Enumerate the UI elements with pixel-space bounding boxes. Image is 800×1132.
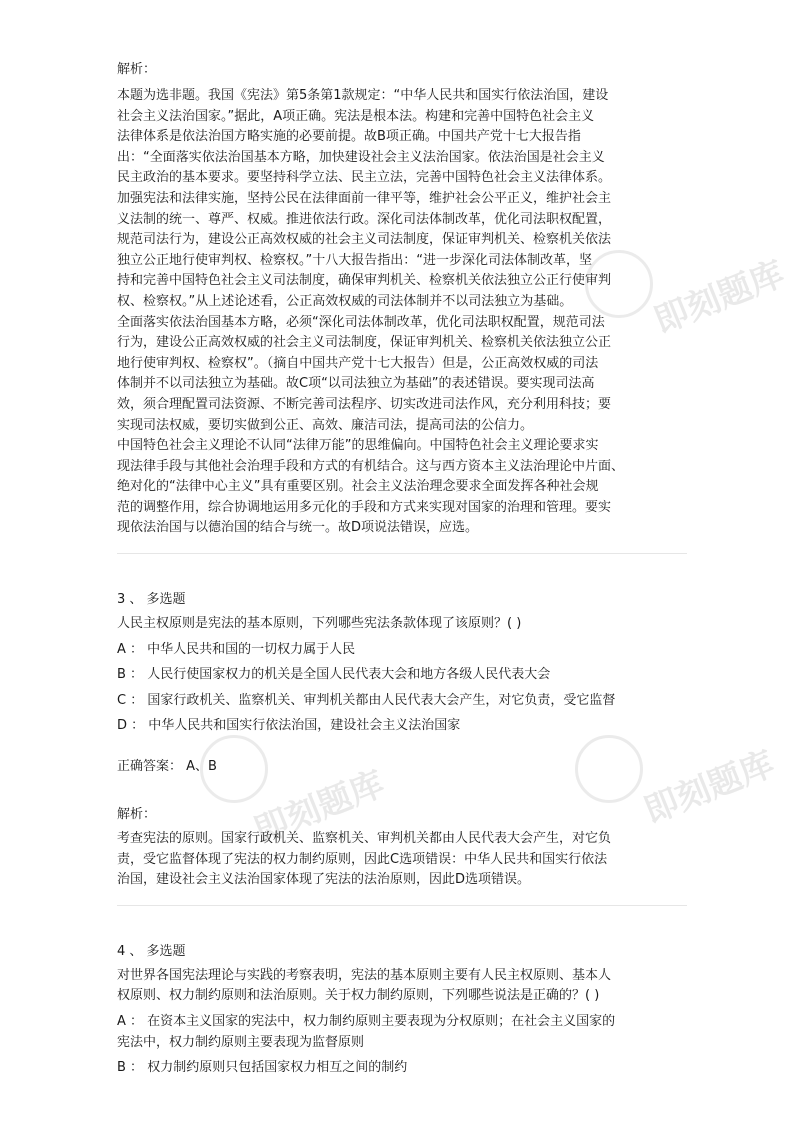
text-line: 权原则、权力制约原则和法治原则。关于权力制约原则，下列哪些说法是正确的？( ): [117, 988, 600, 1004]
text-line: 规范司法行为，建设公正高效权威的社会主义司法制度，保证审判机关、检察机关依法: [117, 232, 612, 248]
text-line: 法律体系是依法治国方略实施的必要前提。故B项正确。中国共产党十七大报告指: [117, 129, 581, 145]
text-line: 实现司法权威，要切实做到公正、高效、廉洁司法，提高司法的公信力。: [117, 417, 534, 433]
text-line: 全面落实依法治国基本方略，必须“深化司法体制改革，优化司法职权配置，规范司法: [117, 314, 605, 330]
text-line: 现法律手段与其他社会治理手段和方式的有机结合。这与西方资本主义法治理论中片面、: [117, 458, 625, 474]
text-line: 效，须合理配置司法资源、不断完善司法程序、切实改进司法作风，充分利用科技；要: [117, 396, 612, 412]
watermark-text: 即刻题库: [248, 763, 390, 852]
correct-answer: 正确答案： A、B: [117, 759, 217, 775]
analysis-label: 解析：: [117, 62, 157, 77]
question-stem: [117, 966, 687, 1007]
option-b: B ： 人民行使国家权力的机关是全国人民代表大会和地方各级人民代表大会: [117, 667, 551, 683]
text-line: 社会主义法治国家。”据此，A项正确。宪法是根本法。构建和完善中国特色社会主义: [117, 108, 595, 124]
section-divider: [117, 905, 687, 906]
text-line: 现依法治国与以德治国的结合与统一。故D项说法错误，应选。: [117, 520, 479, 536]
question-stem: 人民主权原则是宪法的基本原则，下列哪些宪法条款体现了该原则？( ): [117, 616, 522, 632]
analysis-label: 解析：: [117, 807, 157, 823]
question-type: 多选题: [146, 592, 186, 608]
option-a: A ： 在资本主义国家的宪法中，权力制约原则主要表现为分权原则；在社会主义国家的 宪法中，权力制约原则主要表现为监督原则: [117, 1014, 616, 1050]
text-line: 责，受它监督体现了宪法的权力制约原则，因此C选项错误：中华人民共和国实行依法: [117, 851, 608, 867]
option-a: A ： 中华人民共和国的一切权力属于人民: [117, 641, 356, 657]
text-line: 义法制的统一、尊严、权威。推进依法行政。深化司法体制改革，优化司法职权配置，: [117, 211, 612, 227]
question-number: 4: [117, 943, 126, 959]
document-page: [117, 60, 687, 1079]
text-line: 本题为选非题。我国《宪法》第5条第1款规定：“中华人民共和国实行依法治国，建设: [117, 88, 609, 103]
answer-value: A、B: [186, 759, 217, 775]
text-line: 中国特色社会主义理论不认同“法律万能”的思维偏向。中国特色社会主义理论要求实: [117, 438, 599, 454]
text-line: 对世界各国宪法理论与实践的考察表明，宪法的基本原则主要有人民主权原则、基本人: [117, 967, 612, 983]
text-line: 权、检察权。”从上述论述看，公正高效权威的司法体制并不以司法独立为基础。: [117, 293, 573, 309]
text-line: 行为，建设公正高效权威的社会主义司法制度，保证审判机关、检察机关依法独立公正: [117, 335, 612, 351]
question-header: 4 、 多选题: [117, 943, 186, 959]
text-line: 体制并不以司法独立为基础。故C项“以司法独立为基础”的表述错误。要实现司法高: [117, 376, 595, 392]
text-line: 持和完善中国特色社会主义司法制度，确保审判机关、检察机关依法独立公正行使审判: [117, 273, 612, 289]
text-line: 加强宪法和法律实施，坚持公民在法律面前一律平等，维护社会公平正义，维护社会主: [117, 190, 612, 206]
text-line: 绝对化的“法律中心主义”具有重要区别。社会主义法治理念要求全面发挥各种社会规: [117, 479, 599, 495]
text-line: 独立公正地行使审判权、检察权。”十八大报告指出：“进一步深化司法体制改革，坚: [117, 252, 592, 268]
question-type: 多选题: [146, 943, 186, 959]
text-line: 民主政治的基本要求。要坚持科学立法、民主立法，完善中国特色社会主义法律体系。: [117, 170, 612, 186]
text-line: 治国，建设社会主义法治国家体现了宪法的法治原则，因此D选项错误。: [117, 872, 531, 888]
option-c: C ： 国家行政机关、监察机关、审判机关都由人民代表大会产生，对它负责，受它监督: [117, 692, 616, 708]
question-number: 3: [117, 592, 126, 608]
text-line: 出：“全面落实依法治国基本方略，加快建设社会主义法治国家。依法治国是社会主义: [117, 149, 605, 165]
analysis-paragraph: [117, 829, 687, 891]
watermark-text: 即刻题库: [638, 743, 780, 832]
option-d: D ： 中华人民共和国实行依法治国，建设社会主义法治国家: [117, 718, 461, 734]
option-b: B ： 权力制约原则只包括国家权力相互之间的制约: [117, 1060, 408, 1076]
text-line: 考查宪法的原则。国家行政机关、监察机关、审判机关都由人民代表大会产生，对它负: [117, 831, 612, 847]
text-line: 范的调整作用，综合协调地运用多元化的手段和方式来实现对国家的治理和管理。要实: [117, 499, 612, 515]
section-divider: [117, 553, 687, 554]
text-line: 地行使审判权、检察权”。（摘自中国共产党十七大报告）但是，公正高效权威的司法: [117, 355, 599, 371]
watermark-text: 即刻题库: [648, 253, 790, 342]
question-header: 3 、 多选题: [117, 592, 186, 608]
analysis-paragraph: [117, 86, 687, 539]
